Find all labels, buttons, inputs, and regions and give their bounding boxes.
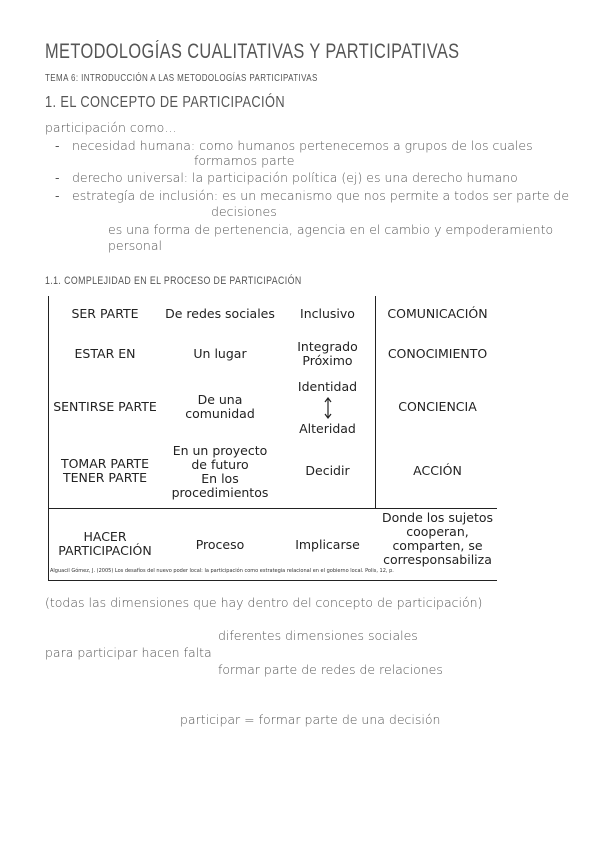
table-cell: Identidad	[297, 379, 358, 394]
note-text: formar parte de redes de relaciones	[218, 662, 443, 677]
note-text: (todas las dimensiones que hay dentro del concepto de participación)	[45, 595, 483, 610]
bullet-text: derecho universal: la participación política (ej) es una derecho humano	[72, 170, 518, 185]
table-cell: HACER PARTICIPACIÓN	[58, 529, 152, 558]
bullet-text: estrategía de inclusión: es un mecanismo que nos permite a todos ser parte de	[72, 188, 570, 203]
table-cell: Donde los sujetos cooperan, comparten, se corresponsabiliza	[381, 510, 494, 567]
table-cell: Decidir	[305, 463, 350, 478]
section-heading-1: 1. EL CONCEPTO DE PARTICIPACIÓN	[45, 94, 286, 111]
bullet-dash: -	[55, 138, 60, 153]
bullet-dash: -	[55, 188, 60, 203]
table-cell: CONOCIMIENTO	[387, 346, 488, 361]
extra-line: es una forma de pertenencia, agencia en el cambio y empoderamiento	[108, 222, 554, 237]
table-cell: Un lugar	[193, 346, 247, 361]
table-cell: COMUNICACIÓN	[387, 306, 488, 321]
table-cell: Implicarse	[295, 537, 360, 552]
table-cell: ACCIÓN	[413, 463, 462, 478]
table-cell: De redes sociales	[165, 306, 275, 321]
double-arrow-icon	[321, 396, 335, 420]
page-title: METODOLOGÍAS CUALITATIVAS Y PARTICIPATIVAS	[45, 40, 460, 63]
table-cell: SER PARTE	[71, 306, 139, 321]
extra-line: personal	[108, 238, 162, 253]
note-text: para participar hacen falta	[45, 645, 212, 660]
table-cell: CONCIENCIA	[398, 399, 477, 414]
table-border-left	[48, 296, 49, 580]
table-footnote: Alguacil Gómez, J. (2005) Los desafíos del nuevo poder local: la participación como estrategia relacional en el gobierno local. Polis, 12, p.	[50, 568, 394, 574]
intro-text: participación como…	[45, 120, 177, 135]
table-cell: De una comunidad	[185, 392, 255, 421]
table-cell: SENTIRSE PARTE	[53, 399, 157, 414]
table-cell: ESTAR EN	[74, 346, 136, 361]
bullet-text: necesidad humana: como humanos pertenecemos a grupos de los cuales	[72, 138, 533, 153]
table-cell: Integrado Próximo	[297, 339, 358, 368]
note-text: diferentes dimensiones sociales	[218, 628, 418, 643]
bullet-dash: -	[55, 170, 60, 185]
note-text: participar = formar parte de una decisión	[180, 712, 441, 727]
table-cell: Inclusivo	[300, 306, 355, 321]
bullet-continuation: formamos parte	[194, 153, 295, 168]
bullet-continuation: decisiones	[211, 204, 277, 219]
topic-subtitle: TEMA 6: INTRODUCCIÓN A LAS METODOLOGÍAS PARTICIPATIVAS	[45, 73, 318, 84]
table-cell: En un proyecto de futuro En los procedimientos	[171, 443, 269, 500]
table-cell: Alteridad	[299, 421, 356, 436]
table-border-bottom	[48, 580, 497, 581]
section-heading-1-1: 1.1. COMPLEJIDAD EN EL PROCESO DE PARTICIPACIÓN	[45, 275, 302, 287]
table-cell: TOMAR PARTE TENER PARTE	[60, 456, 150, 485]
table-row-divider	[48, 508, 497, 509]
table-cell: Proceso	[195, 537, 245, 552]
participation-table	[45, 296, 497, 582]
